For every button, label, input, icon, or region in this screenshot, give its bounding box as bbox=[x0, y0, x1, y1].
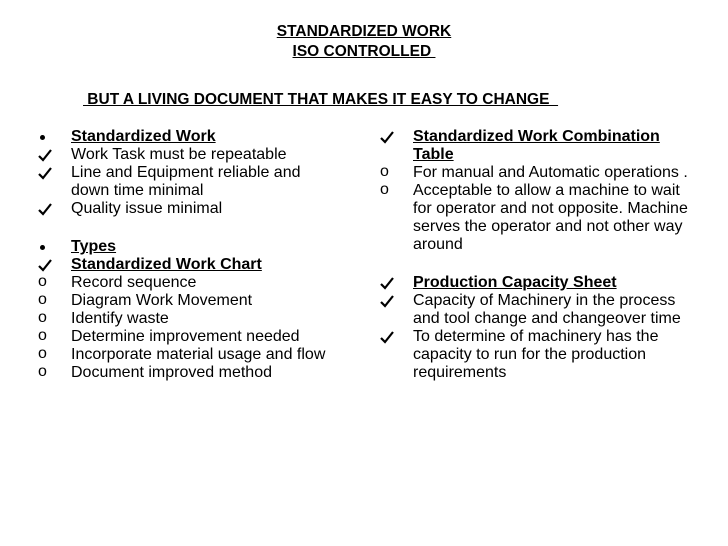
circle-bullet-icon bbox=[38, 274, 71, 292]
list-item bbox=[38, 310, 338, 328]
title-line-1: STANDARDIZED WORK bbox=[276, 23, 452, 40]
item-text: Identify waste bbox=[71, 310, 169, 327]
list-item bbox=[38, 164, 338, 200]
circle-bullet-icon bbox=[38, 310, 71, 328]
list-item bbox=[380, 128, 690, 164]
checkmark-icon bbox=[380, 128, 413, 146]
item-heading: Production Capacity Sheet bbox=[413, 274, 617, 291]
title-line-2: ISO CONTROLLED bbox=[292, 43, 436, 60]
checkmark-icon bbox=[38, 256, 71, 274]
checkmark-icon bbox=[38, 164, 71, 182]
circle-bullet-icon bbox=[38, 346, 71, 364]
list-item bbox=[380, 328, 690, 382]
item-text: Line and Equipment reliable and down time minimal bbox=[71, 164, 301, 199]
checkmark-icon bbox=[380, 292, 413, 310]
item-text: Incorporate material usage and flow bbox=[71, 346, 326, 363]
circle-bullet-icon bbox=[38, 328, 71, 346]
item-heading: Types bbox=[71, 238, 117, 255]
circle-bullet-icon bbox=[380, 164, 413, 182]
bullet-dot-icon bbox=[38, 238, 71, 256]
checkmark-icon bbox=[380, 274, 413, 292]
circle-bullet-icon bbox=[38, 364, 71, 382]
checkmark-icon bbox=[38, 146, 71, 164]
circle-bullet-icon bbox=[38, 292, 71, 310]
item-text: Record sequence bbox=[71, 274, 197, 291]
list-item bbox=[380, 274, 690, 292]
checkmark-icon bbox=[380, 328, 413, 346]
item-heading: Standardized Work Chart bbox=[71, 256, 262, 273]
item-text: Determine improvement needed bbox=[71, 328, 300, 345]
item-text: Acceptable to allow a machine to wait for operator and not opposite. Machine serves the operator and not other way around bbox=[413, 182, 688, 253]
left-column bbox=[38, 128, 338, 382]
list-item bbox=[38, 238, 338, 256]
item-text: Quality issue minimal bbox=[71, 200, 223, 217]
list-item bbox=[38, 128, 338, 146]
checkmark-icon bbox=[38, 200, 71, 218]
list-item bbox=[38, 146, 338, 164]
list-item bbox=[380, 164, 690, 182]
circle-bullet-icon bbox=[380, 182, 413, 200]
subtitle: BUT A LIVING DOCUMENT THAT MAKES IT EASY TO CHANGE bbox=[83, 91, 559, 108]
list-item bbox=[38, 328, 338, 346]
item-text: Diagram Work Movement bbox=[71, 292, 253, 309]
bullet-dot-icon bbox=[38, 128, 71, 146]
item-text: Capacity of Machinery in the process and tool change and changeover time bbox=[413, 292, 681, 327]
list-item bbox=[380, 182, 690, 254]
list-item bbox=[38, 256, 338, 274]
item-heading: Standardized Work Combination Table bbox=[413, 128, 660, 163]
list-item bbox=[38, 364, 338, 382]
list-item bbox=[38, 274, 338, 292]
list-item bbox=[38, 346, 338, 364]
item-text: Document improved method bbox=[71, 364, 272, 381]
right-column bbox=[380, 128, 690, 382]
list-item bbox=[38, 292, 338, 310]
item-text: For manual and Automatic operations . bbox=[413, 164, 688, 181]
item-heading: Standardized Work bbox=[71, 128, 216, 145]
item-text: To determine of machinery has the capacity to run for the production requirements bbox=[413, 328, 659, 381]
list-item bbox=[38, 200, 338, 218]
item-text: Work Task must be repeatable bbox=[71, 146, 287, 163]
list-item bbox=[380, 292, 690, 328]
